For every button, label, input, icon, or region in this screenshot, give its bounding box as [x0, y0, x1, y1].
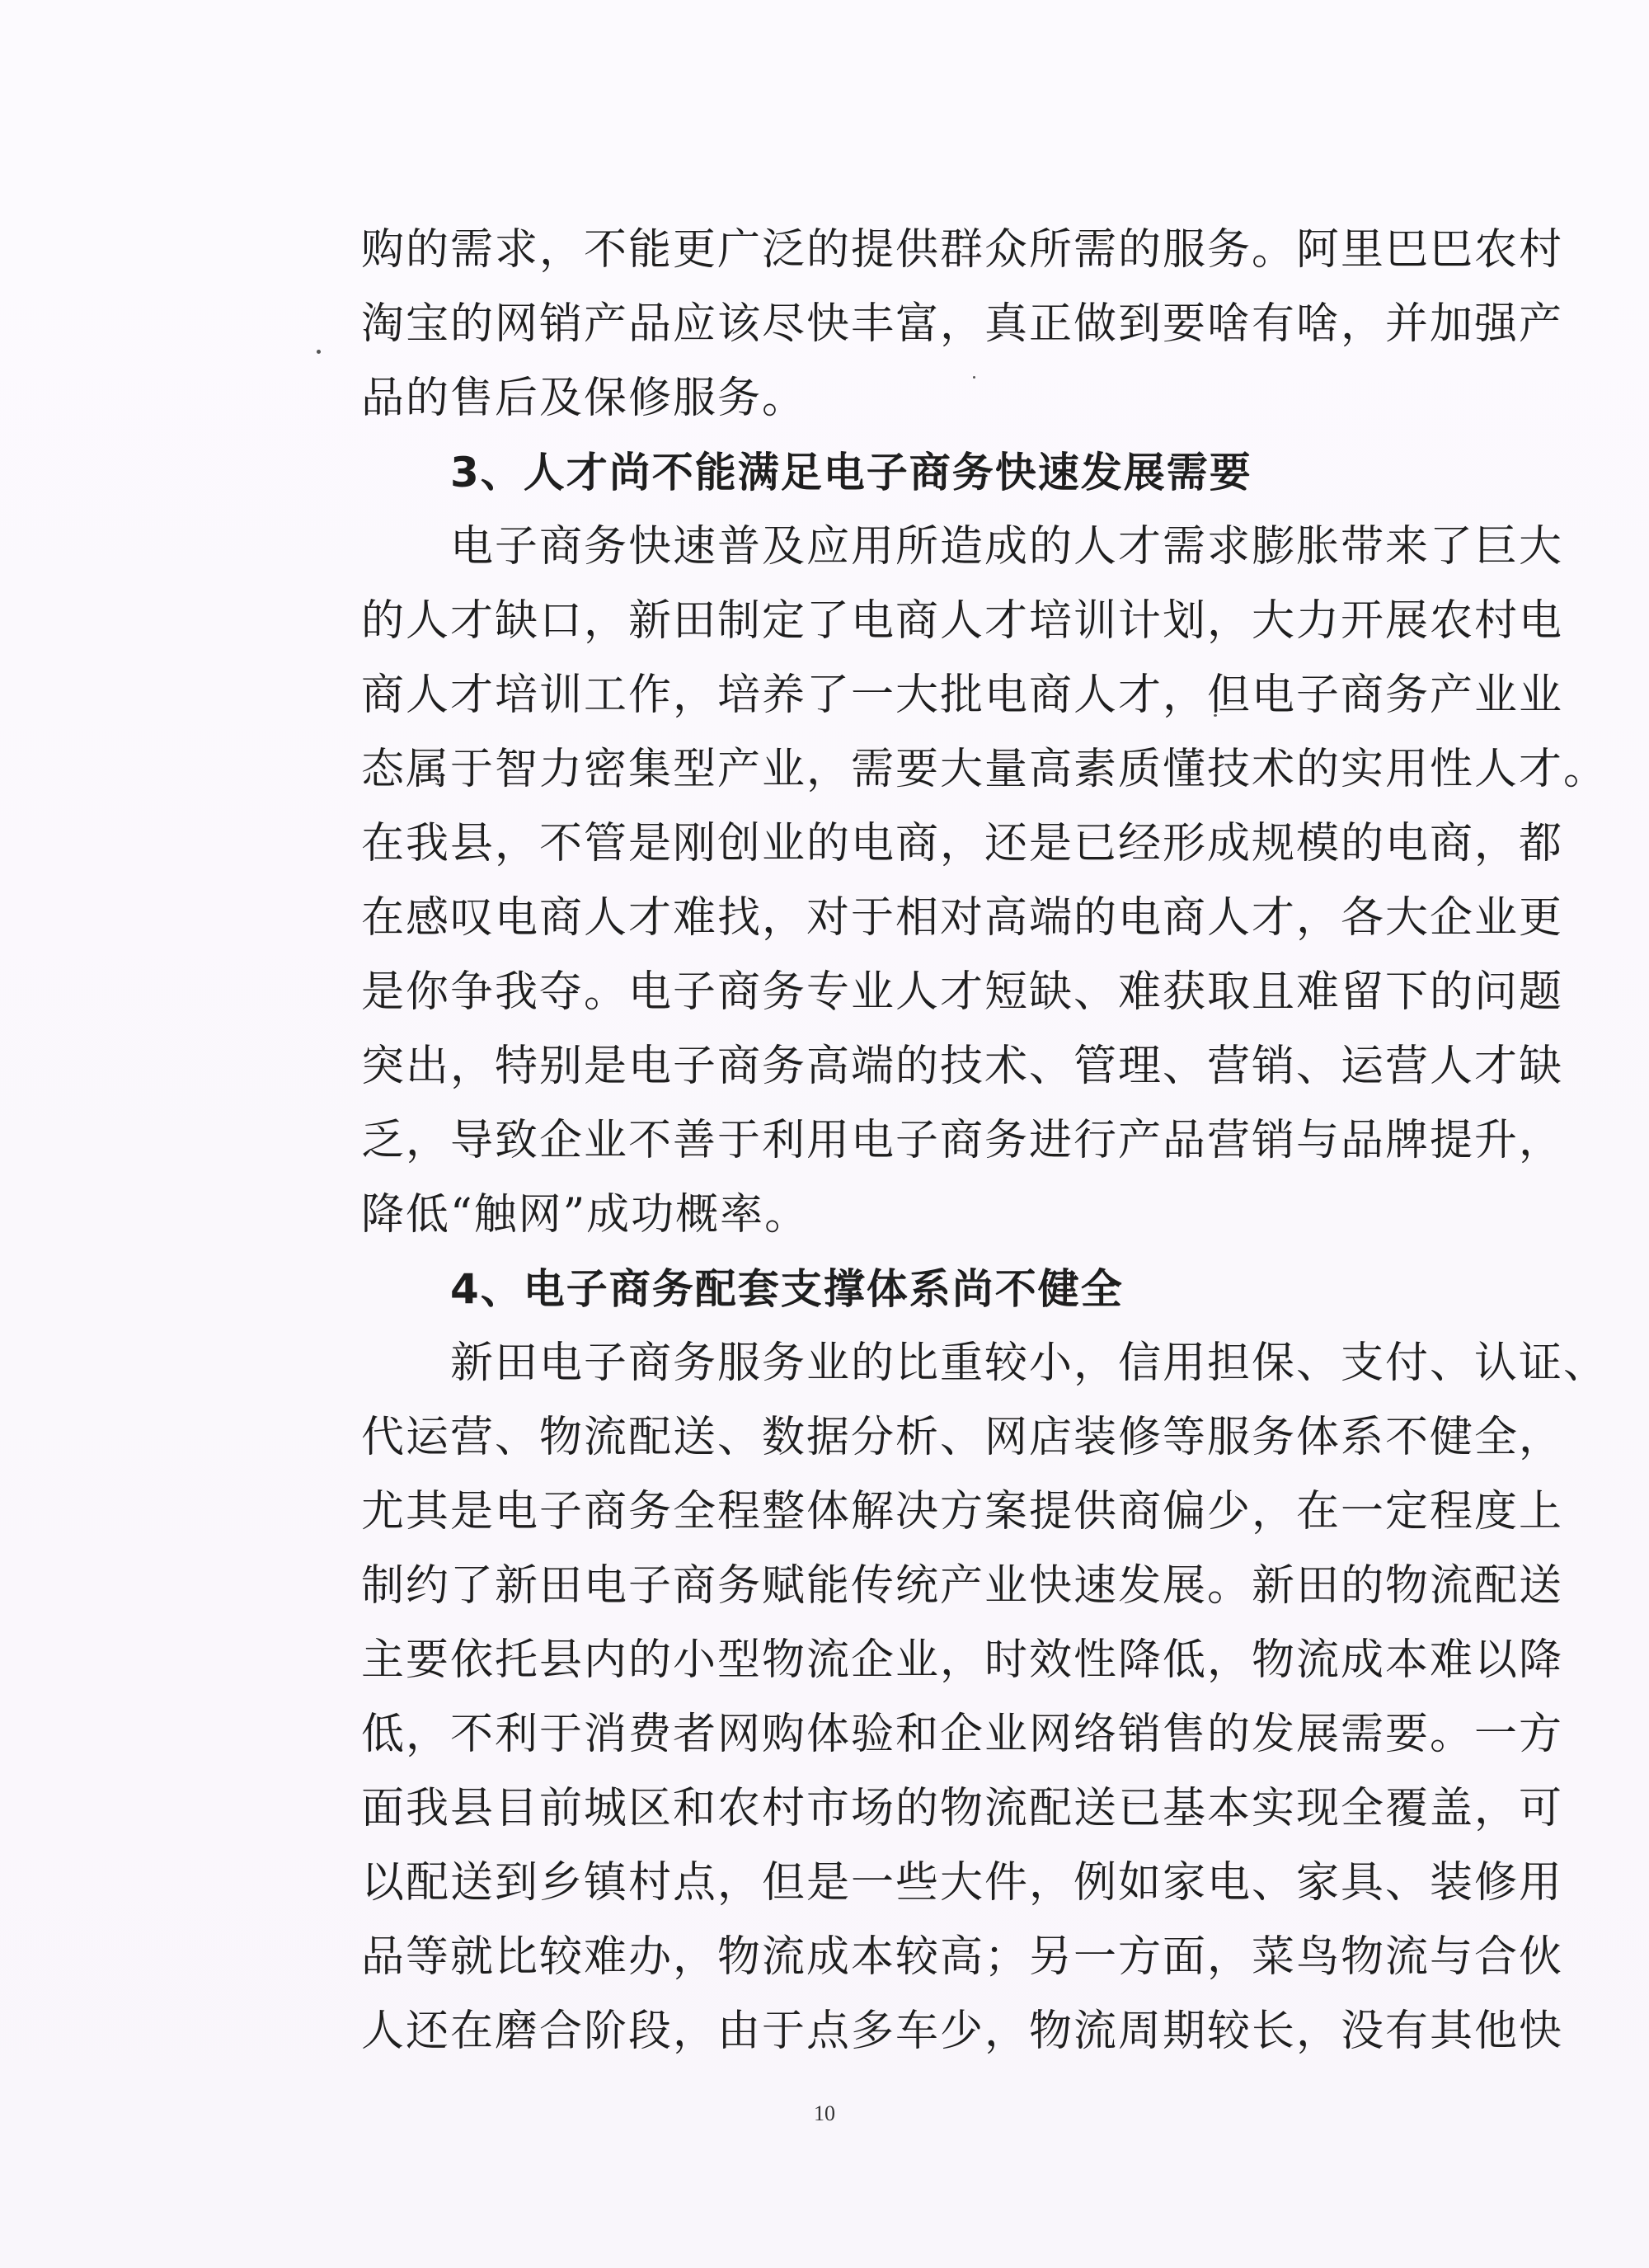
text-line: 降低“触网”成功概率。	[361, 1190, 810, 1240]
text-line: 尤其是电子商务全程整体解决方案提供商偏少，在一定程度上	[361, 1487, 1564, 1536]
text-line: 以配送到乡镇村点，但是一些大件，例如家电、家具、装修用	[361, 1858, 1564, 1908]
text-line: 代运营、物流配送、数据分析、网店装修等服务体系不健全，	[361, 1413, 1564, 1462]
text-line: 是你争我夺。电子商务专业人才短缺、难获取且难留下的问题	[361, 967, 1564, 1017]
text-line: 在感叹电商人才难找，对于相对高端的电商人才，各大企业更	[361, 893, 1564, 943]
text-line: 电子商务快速普及应用所造成的人才需求膨胀带来了巨大	[450, 522, 1564, 572]
text-line: 的人才缺口，新田制定了电商人才培训计划，大力开展农村电	[361, 596, 1564, 646]
text-line: 突出，特别是电子商务高端的技术、管理、营销、运营人才缺	[361, 1042, 1564, 1091]
text-line: 制约了新田电子商务赋能传统产业快速发展。新田的物流配送	[361, 1561, 1564, 1611]
section-heading: 4、电子商务配套支撑体系尚不健全	[450, 1265, 1124, 1313]
text-line: 商人才培训工作，培养了一大批电商人才，但电子商务产业业	[361, 671, 1564, 720]
body-text	[361, 213, 1609, 2068]
text-line: 品等就比较难办，物流成本较高；另一方面，菜鸟物流与合伙	[361, 1932, 1564, 1982]
text-line: 态属于智力密集型产业，需要大量高素质懂技术的实用性人才。	[361, 745, 1609, 794]
text-line: 面我县目前城区和农村市场的物流配送已基本实现全覆盖，可	[361, 1784, 1564, 1833]
text-line: 低，不利于消费者网购体验和企业网络销售的发展需要。一方	[361, 1710, 1564, 1759]
text-line: 主要依托县内的小型物流企业，时效性降低，物流成本难以降	[361, 1635, 1564, 1685]
page-number: 10	[814, 2101, 835, 2125]
section-heading: 3、人才尚不能满足电子商务快速发展需要	[450, 449, 1252, 496]
text-line: 人还在磨合阶段，由于点多车少，物流周期较长，没有其他快	[361, 2007, 1564, 2056]
text-line: 淘宝的网销产品应该尽快丰富，真正做到要啥有啥，并加强产	[361, 299, 1564, 349]
text-line: 购的需求，不能更广泛的提供群众所需的服务。阿里巴巴农村	[361, 225, 1564, 275]
scan-speck	[317, 350, 321, 354]
text-line: 品的售后及保修服务。	[361, 374, 807, 423]
text-line: 在我县，不管是刚创业的电商，还是已经形成规模的电商，都	[361, 819, 1564, 868]
text-line: 新田电子商务服务业的比重较小，信用担保、支付、认证、	[450, 1339, 1609, 1388]
text-line: 乏，导致企业不善于利用电子商务进行产品营销与品牌提升，	[361, 1116, 1564, 1165]
